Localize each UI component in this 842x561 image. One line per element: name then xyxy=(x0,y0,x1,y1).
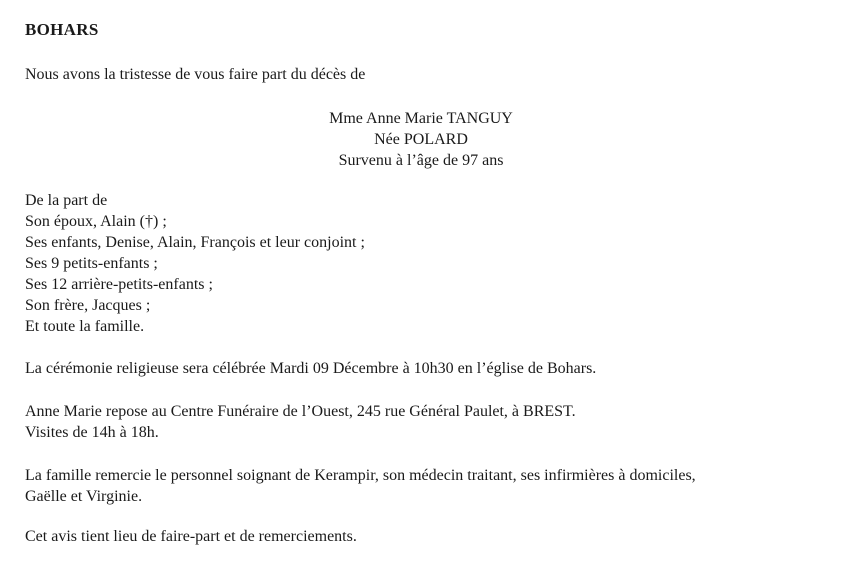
rest-location-text: Anne Marie repose au Centre Funéraire de l’Ouest, 245 rue Général Paulet, à BREST. xyxy=(25,403,576,420)
intro-text: Nous avons la tristesse de vous faire part du décès de xyxy=(25,66,366,83)
closing-text: Cet avis tient lieu de faire-part et de remerciements. xyxy=(25,528,357,545)
family-line: Et toute la famille. xyxy=(25,318,145,335)
family-line: Son époux, Alain (†) ; xyxy=(25,213,167,230)
family-line: Ses 9 petits-enfants ; xyxy=(25,255,158,272)
family-line: Son frère, Jacques ; xyxy=(25,297,151,314)
family-line: Ses enfants, Denise, Alain, François et leur conjoint ; xyxy=(25,234,365,251)
thanks-text: La famille remercie le personnel soignant de Kerampir, son médecin traitant, ses infirmières à domiciles, xyxy=(25,467,696,484)
visiting-hours-text: Visites de 14h à 18h. xyxy=(25,424,159,441)
town-heading: BOHARS xyxy=(25,20,99,39)
deceased-age: Survenu à l’âge de 97 ans xyxy=(338,152,504,169)
family-heading: De la part de xyxy=(25,192,108,209)
thanks-text-continued: Gaëlle et Virginie. xyxy=(25,488,143,505)
deceased-birth-name: Née POLARD xyxy=(374,131,468,148)
ceremony-text: La cérémonie religieuse sera célébrée Mardi 09 Décembre à 10h30 en l’église de Bohars. xyxy=(25,360,597,377)
deceased-name: Mme Anne Marie TANGUY xyxy=(329,110,513,127)
family-line: Ses 12 arrière-petits-enfants ; xyxy=(25,276,213,293)
